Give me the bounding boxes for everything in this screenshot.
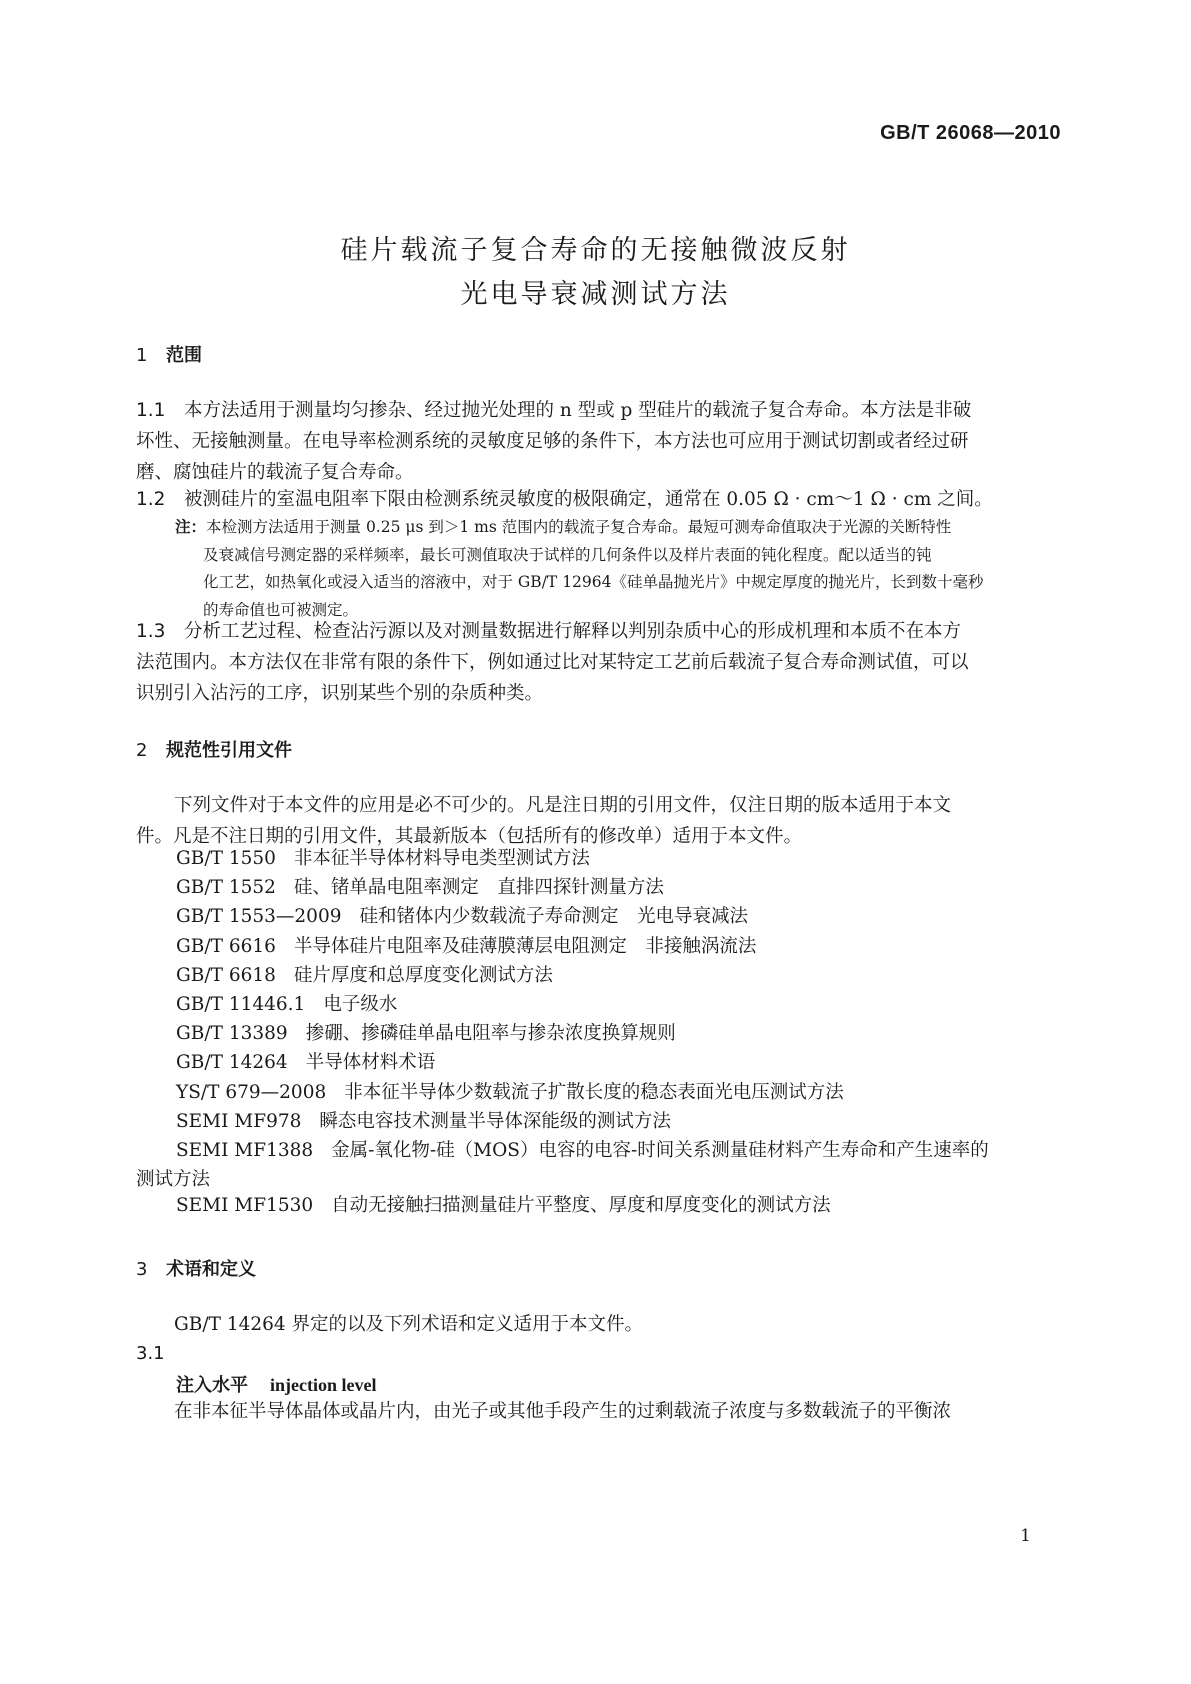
page-number: 1 [1020, 1526, 1031, 1546]
reference-item [176, 931, 756, 962]
reference-title: 硅片厚度和总厚度变化测试方法 [293, 964, 553, 986]
reference-title: 非本征半导体材料导电类型测试方法 [293, 848, 590, 869]
reference-code: GB/T 1553—2009 [176, 906, 342, 928]
section-title: 术语和定义 [166, 1259, 256, 1280]
document-title-line-2: 光电导衰减测试方法 [460, 279, 731, 310]
reference-code: GB/T 1550 [176, 848, 276, 869]
text-line: 分析工艺过程、检查沾污源以及对测量数据进行解释以判别杂质中心的形成机理和本质不在本方 [184, 621, 962, 642]
reference-title: 金属-氧化物-硅（MOS）电容的电容-时间关系测量硅材料产生寿命和产生速率的 [331, 1140, 989, 1161]
reference-item [176, 1135, 989, 1166]
reference-code: SEMI MF1388 [176, 1140, 314, 1161]
reference-code: GB/T 13389 [176, 1023, 288, 1045]
reference-code: SEMI MF1530 [176, 1195, 314, 1216]
standard-number: GB/T 26068—2010 [880, 122, 1061, 144]
term-english: injection level [270, 1375, 377, 1395]
section-3-intro: GB/T 14264 界定的以及下列术语和定义适用于本文件。 [174, 1314, 644, 1335]
clause-1-2 [136, 484, 1062, 515]
reference-code: GB/T 1552 [176, 877, 276, 899]
text-line: 磨、腐蚀硅片的载流子复合寿命。 [136, 462, 414, 483]
reference-item [176, 1106, 671, 1137]
text-line: 法范围内。本方法仅在非常有限的条件下，例如通过比对某特定工艺前后载流子复合寿命测试值，可以 [136, 652, 969, 673]
note-line: 及衰减信号测定器的采样频率，最长可测值取决于试样的几何条件以及样片表面的钝化程度。配以适当的钝 [203, 545, 932, 564]
section-2-heading [136, 736, 292, 762]
reference-title: 自动无接触扫描测量硅片平整度、厚度和厚度变化的测试方法 [331, 1195, 831, 1216]
section-title: 规范性引用文件 [166, 740, 292, 761]
clause-number: 1.1 [136, 400, 166, 421]
clause-1-3 [136, 616, 1062, 709]
clause-3-1-number: 3.1 [136, 1343, 165, 1364]
reference-code: GB/T 14264 [176, 1052, 288, 1074]
section-1-heading [136, 341, 202, 367]
reference-item [176, 1047, 435, 1078]
reference-item [176, 843, 590, 874]
text-line: 被测硅片的室温电阻率下限由检测系统灵敏度的极限确定，通常在 0.05 Ω · cm～1 Ω · cm 之间。 [184, 489, 993, 510]
reference-code: YS/T 679—2008 [176, 1081, 327, 1103]
reference-item [176, 1077, 844, 1108]
clause-number: 1.3 [136, 621, 166, 642]
text-line: 坏性、无接触测量。在电导率检测系统的灵敏度足够的条件下，本方法也可应用于测试切割或者经过研 [136, 431, 969, 452]
section-title: 范围 [166, 345, 202, 366]
reference-title: 非本征半导体少数载流子扩散长度的稳态表面光电压测试方法 [344, 1081, 844, 1103]
reference-item [176, 1190, 831, 1221]
reference-item [176, 872, 664, 903]
term-entry [176, 1371, 376, 1397]
reference-item [176, 901, 748, 932]
reference-item [176, 989, 397, 1020]
reference-code: GB/T 6618 [176, 964, 276, 986]
section-number: 2 [136, 740, 148, 761]
note-line: 化工艺，如热氧化或浸入适当的溶液中，对于 GB/T 12964《硅单晶抛光片》中规定厚度的抛光片，长到数十毫秒 [203, 573, 984, 591]
reference-item [176, 960, 553, 991]
reference-title: 掺硼、掺磷硅单晶电阻率与掺杂浓度换算规则 [305, 1023, 676, 1045]
section-3-heading [136, 1255, 256, 1281]
term-definition: 在非本征半导体晶体或晶片内，由光子或其他手段产生的过剩载流子浓度与多数载流子的平衡浓 [174, 1401, 952, 1422]
reference-title: 半导体材料术语 [305, 1052, 436, 1074]
document-title-line-1: 硅片载流子复合寿命的无接触微波反射 [340, 235, 851, 266]
section-number: 1 [136, 345, 148, 366]
clause-1-1 [136, 395, 1062, 488]
reference-continuation: 测试方法 [136, 1169, 211, 1190]
reference-title: 硅和锗体内少数载流子寿命测定 光电导衰减法 [359, 906, 749, 928]
text-line: 识别引入沾污的工序，识别某些个别的杂质种类。 [136, 683, 544, 704]
reference-code: GB/T 6616 [176, 935, 276, 957]
text-line: 下列文件对于本文件的应用是必不可少的。凡是注日期的引用文件，仅注日期的版本适用于本文 [174, 795, 952, 816]
note-line: 本检测方法适用于测量 0.25 μs 到＞1 ms 范围内的载流子复合寿命。最短可测寿命值取决于光源的关断特性 [206, 518, 952, 536]
clause-number: 1.2 [136, 489, 166, 510]
note-line: 的寿命值也可被测定。 [203, 600, 359, 619]
reference-title: 硅、锗单晶电阻率测定 直排四探针测量方法 [293, 877, 664, 899]
reference-title: 半导体硅片电阻率及硅薄膜薄层电阻测定 非接触涡流法 [293, 935, 757, 957]
reference-code: SEMI MF978 [176, 1110, 302, 1132]
reference-item [176, 1018, 676, 1049]
note-block [175, 514, 1061, 624]
reference-code: GB/T 11446.1 [176, 994, 306, 1015]
term-chinese: 注入水平 [176, 1375, 248, 1396]
text-line: 本方法适用于测量均匀掺杂、经过抛光处理的 n 型或 p 型硅片的载流子复合寿命。本方法是非破 [184, 400, 972, 421]
text-line: 件。凡是不注日期的引用文件，其最新版本（包括所有的修改单）适用于本文件。 [136, 826, 803, 847]
section-number: 3 [136, 1259, 148, 1280]
note-label: 注： [175, 518, 207, 536]
reference-title: 电子级水 [323, 994, 398, 1015]
reference-title: 瞬态电容技术测量半导体深能级的测试方法 [319, 1110, 671, 1132]
